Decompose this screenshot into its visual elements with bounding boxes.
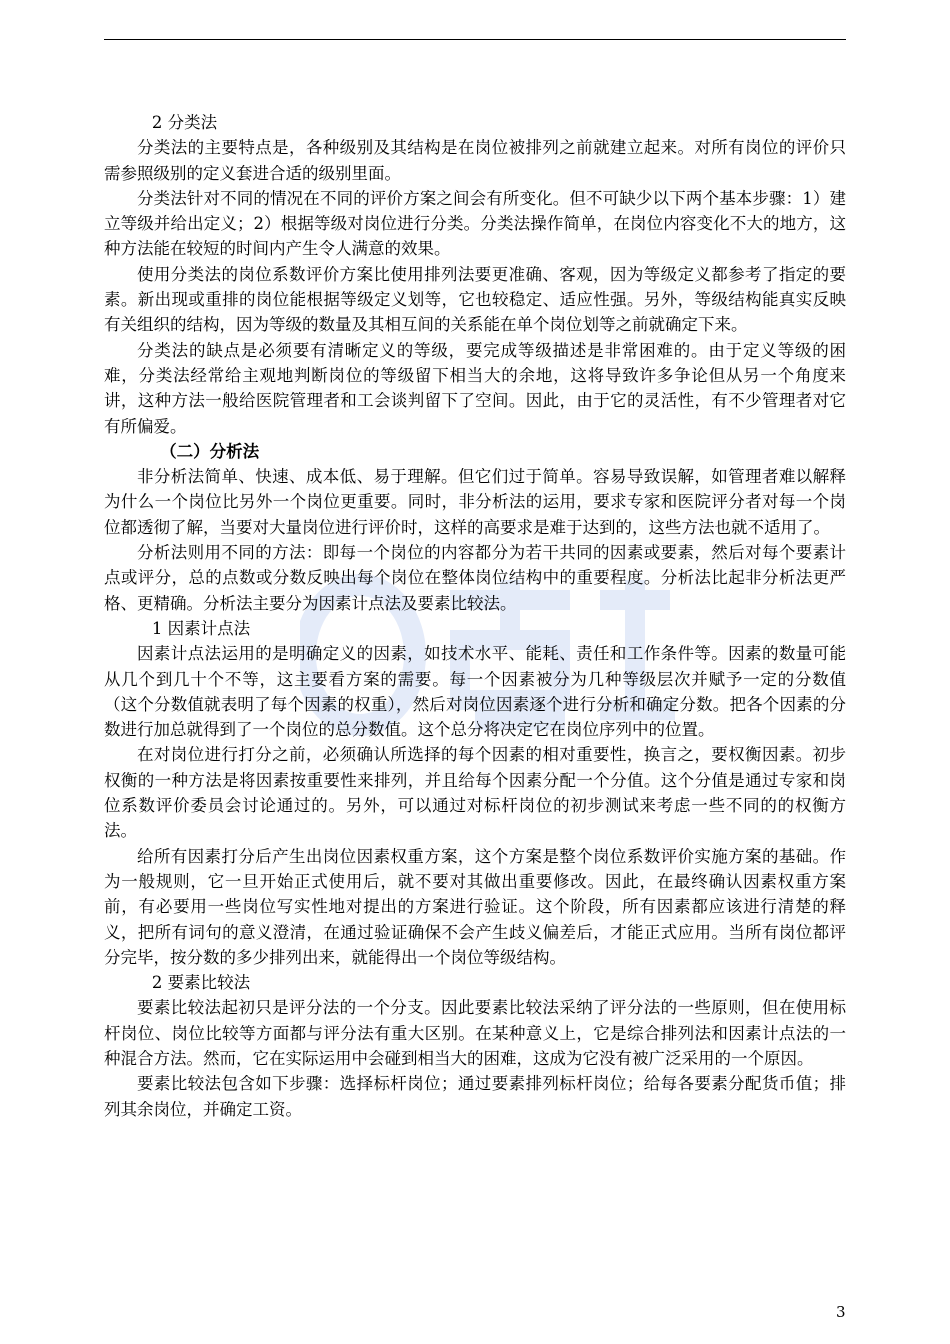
paragraph: 在对岗位进行打分之前，必须确认所选择的每个因素的相对重要性，换言之，要权衡因素。初步权衡的一种方法是将因素按重要性来排列，并且给每个因素分配一个分值。这个分值是通过专家和岗位系数评价委员会讨论通过的。另外，可以通过对标杆岗位的初步测试来考虑一些不同的的权衡方法。 — [104, 745, 846, 841]
paragraph: 要素比较法包含如下步骤：选择标杆岗位；通过要素排列标杆岗位；给每各要素分配货币值；排列其余岗位，并确定工资。 — [104, 1074, 846, 1119]
paragraph: 非分析法简单、快速、成本低、易于理解。但它们过于简单。容易导致误解，如管理者难以解释为什么一个岗位比另外一个岗位更重要。同时，非分析法的运用，要求专家和医院评分者对每一个岗位都透彻了解，当要对大量岗位进行评价时，这样的高要求是难于达到的，这些方法也就不适用了。 — [104, 467, 846, 537]
paragraph: 分析法则用不同的方法：即每一个岗位的内容都分为若干共同的因素或要素，然后对每个要素计点或评分，总的点数或分数反映出每个岗位在整体岗位结构中的重要程度。分析法比起非分析法更严格、更精确。分析法主要分为因素计点法及要素比较法。 — [104, 543, 846, 613]
section-heading: 2 要素比较法 — [151, 973, 251, 993]
section-heading: 1 因素计点法 — [151, 618, 251, 638]
paragraph: 分类法的缺点是必须要有清晰定义的等级，要完成等级描述是非常困难的。由于定义等级的困难，分类法经常给主观地判断岗位的等级留下相当大的余地，这将导致许多争论但从另一个角度来讲，这种方法一般给医院管理者和工会谈判留下了空间。因此，由于它的灵活性，有不少管理者对它有所偏爱。 — [104, 340, 846, 436]
paragraph: 给所有因素打分后产生出岗位因素权重方案，这个方案是整个岗位系数评价实施方案的基础。作为一般规则，它一旦开始正式使用后，就不要对其做出重要修改。因此，在最终确认因素权重方案前，有必要用一些岗位写实性地对提出的方案进行验证。这个阶段，所有因素都应该进行清楚的释义，把所有词句的意义澄清，在通过验证确保不会产生歧义偏差后，才能正式应用。当所有岗位都评分完毕，按分数的多少排列出来，就能得出一个岗位等级结构。 — [104, 846, 846, 967]
paragraph: 分类法的主要特点是，各种级别及其结构是在岗位被排列之前就建立起来。对所有岗位的评价只需参照级别的定义套进合适的级别里面。 — [104, 138, 846, 183]
paragraph: 因素计点法运用的是明确定义的因素，如技术水平、能耗、责任和工作条件等。因素的数量可能从几个到几十个不等，这主要看方案的需要。每一个因素被分为几种等级层次并赋予一定的分数值（这个分数值就表明了每个因素的权重），然后对岗位因素逐个进行分析和确定分数。把各个因素的分数进行加总就得到了一个岗位的总分数值。这个总分将决定它在岗位序列中的位置。 — [104, 644, 846, 740]
paragraph: 要素比较法起初只是评分法的一个分支。因此要素比较法采纳了评分法的一些原则，但在使用标杆岗位、岗位比较等方面都与评分法有重大区别。在某种意义上，它是综合排列法和因素计点法的一种混合方法。然而，它在实际运用中会碰到相当大的困难，这成为它没有被广泛采用的一个原因。 — [104, 998, 846, 1068]
document-body — [104, 110, 846, 1122]
header-rule — [104, 39, 846, 40]
paragraph: 分类法针对不同的情况在不同的评价方案之间会有所变化。但不可缺少以下两个基本步骤：1）建立等级并给出定义；2）根据等级对岗位进行分类。分类法操作简单，在岗位内容变化不大的地方，这种方法能在较短的时间内产生令人满意的效果。 — [104, 188, 846, 259]
section-heading: （二）分析法 — [160, 441, 260, 461]
section-heading: 2 分类法 — [151, 113, 218, 132]
paragraph: 使用分类法的岗位系数评价方案比使用排列法要更准确、客观，因为等级定义都参考了指定的要素。新出现或重排的岗位能根据等级定义划等，它也较稳定、适应性强。另外，等级结构能真实反映有关组织的结构，因为等级的数量及其相互间的关系能在单个岗位划等之前就确定下来。 — [104, 264, 846, 335]
page-number: 3 — [836, 1303, 846, 1321]
